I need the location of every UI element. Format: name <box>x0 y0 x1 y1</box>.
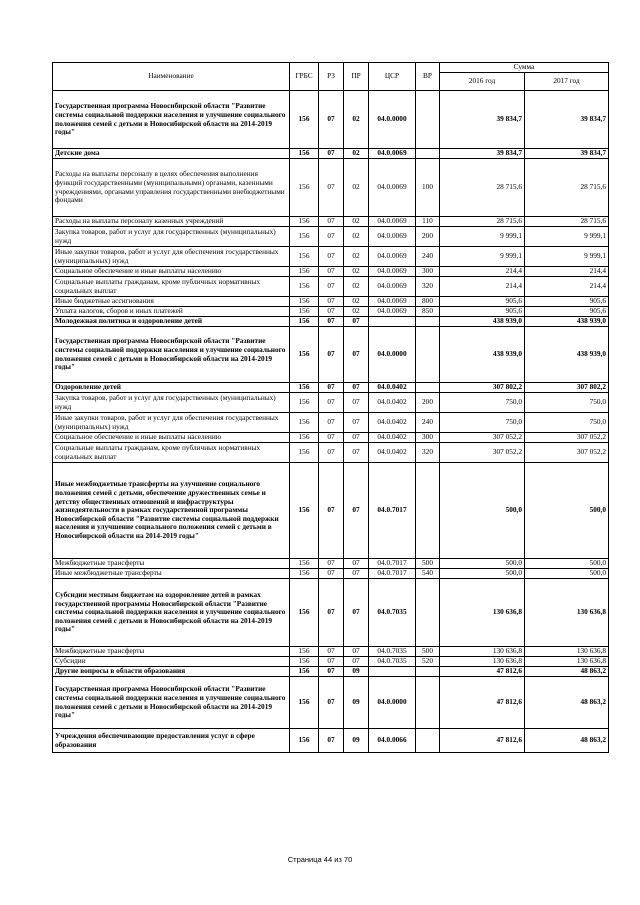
cell-rz: 07 <box>319 217 344 227</box>
cell-grbs: 156 <box>290 647 319 657</box>
cell-grbs: 156 <box>290 383 319 393</box>
cell-pr: 07 <box>344 443 369 463</box>
cell-csr: 04.0.0069 <box>369 217 416 227</box>
cell-name: Расходы на выплаты персоналу казенных учреждений <box>53 217 290 227</box>
cell-csr: 04.0.0069 <box>369 247 416 267</box>
table-row <box>53 297 609 307</box>
cell-s2016: 9 999,1 <box>440 227 525 247</box>
cell-grbs: 156 <box>290 227 319 247</box>
cell-s2017: 39 834,7 <box>525 91 609 149</box>
table-row <box>53 307 609 317</box>
cell-s2016: 905,6 <box>440 307 525 317</box>
cell-rz: 07 <box>319 327 344 383</box>
cell-name: Государственная программа Новосибирской области "Развитие системы социальной поддержки населения и улучшение социального положения семей с детьми в Новосибирской области на 2014-2019 годы" <box>53 677 290 729</box>
table-row <box>53 569 609 579</box>
cell-s2016: 47 812,6 <box>440 667 525 677</box>
cell-rz: 07 <box>319 247 344 267</box>
cell-vr: 500 <box>416 647 440 657</box>
cell-s2017: 905,6 <box>525 307 609 317</box>
table-row <box>53 647 609 657</box>
cell-pr: 02 <box>344 247 369 267</box>
cell-name: Межбюджетные трансферты <box>53 647 290 657</box>
cell-s2017: 438 939,0 <box>525 327 609 383</box>
table-row <box>53 267 609 277</box>
cell-grbs: 156 <box>290 327 319 383</box>
cell-grbs: 156 <box>290 307 319 317</box>
cell-pr: 07 <box>344 433 369 443</box>
cell-s2016: 9 999,1 <box>440 247 525 267</box>
cell-pr: 07 <box>344 327 369 383</box>
cell-pr: 09 <box>344 677 369 729</box>
cell-csr: 04.0.0402 <box>369 383 416 393</box>
cell-vr <box>416 149 440 159</box>
cell-grbs: 156 <box>290 277 319 297</box>
cell-s2017: 48 863,2 <box>525 667 609 677</box>
cell-rz: 07 <box>319 677 344 729</box>
cell-s2017: 307 052,2 <box>525 433 609 443</box>
cell-vr: 200 <box>416 393 440 413</box>
cell-rz: 07 <box>319 159 344 217</box>
cell-vr: 240 <box>416 413 440 433</box>
cell-name: Социальное обеспечение и иные выплаты населению <box>53 433 290 443</box>
cell-rz: 07 <box>319 569 344 579</box>
cell-rz: 07 <box>319 657 344 667</box>
cell-rz: 07 <box>319 413 344 433</box>
cell-grbs: 156 <box>290 413 319 433</box>
cell-name: Учреждения обеспечивающие предоставления услуг в сфере образования <box>53 729 290 753</box>
cell-grbs: 156 <box>290 677 319 729</box>
cell-csr: 04.0.0402 <box>369 413 416 433</box>
cell-vr <box>416 677 440 729</box>
cell-csr: 04.0.7017 <box>369 559 416 569</box>
cell-name: Другие вопросы в области образования <box>53 667 290 677</box>
cell-s2016: 307 802,2 <box>440 383 525 393</box>
cell-grbs: 156 <box>290 247 319 267</box>
cell-s2016: 500,0 <box>440 569 525 579</box>
cell-grbs: 156 <box>290 91 319 149</box>
cell-vr <box>416 463 440 559</box>
cell-s2016: 28 715,6 <box>440 159 525 217</box>
cell-grbs: 156 <box>290 579 319 647</box>
cell-s2017: 905,6 <box>525 297 609 307</box>
table-row <box>53 433 609 443</box>
cell-grbs: 156 <box>290 393 319 413</box>
cell-rz: 07 <box>319 559 344 569</box>
cell-name: Иные бюджетные ассигнования <box>53 297 290 307</box>
header-2017: 2017 год <box>525 73 609 91</box>
cell-s2016: 500,0 <box>440 463 525 559</box>
cell-csr: 04.0.0069 <box>369 267 416 277</box>
cell-pr: 07 <box>344 647 369 657</box>
cell-s2016: 130 636,8 <box>440 657 525 667</box>
cell-vr: 300 <box>416 267 440 277</box>
cell-pr: 07 <box>344 463 369 559</box>
cell-rz: 07 <box>319 443 344 463</box>
cell-rz: 07 <box>319 667 344 677</box>
cell-grbs: 156 <box>290 159 319 217</box>
cell-csr: 04.0.0069 <box>369 277 416 297</box>
cell-s2016: 130 636,8 <box>440 579 525 647</box>
cell-name: Уплата налогов, сборов и иных платежей <box>53 307 290 317</box>
cell-name: Закупка товаров, работ и услуг для государственных (муниципальных) нужд <box>53 227 290 247</box>
cell-pr: 07 <box>344 657 369 667</box>
table-row <box>53 383 609 393</box>
header-csr: ЦСР <box>369 63 416 91</box>
cell-pr: 09 <box>344 667 369 677</box>
cell-rz: 07 <box>319 729 344 753</box>
cell-pr: 09 <box>344 729 369 753</box>
cell-s2016: 47 812,6 <box>440 677 525 729</box>
cell-grbs: 156 <box>290 317 319 327</box>
cell-grbs: 156 <box>290 149 319 159</box>
cell-vr: 300 <box>416 433 440 443</box>
cell-rz: 07 <box>319 393 344 413</box>
table-row <box>53 217 609 227</box>
cell-csr <box>369 317 416 327</box>
cell-pr: 02 <box>344 267 369 277</box>
table-row <box>53 91 609 149</box>
cell-csr: 04.0.0402 <box>369 433 416 443</box>
cell-rz: 07 <box>319 317 344 327</box>
cell-s2017: 9 999,1 <box>525 247 609 267</box>
cell-rz: 07 <box>319 647 344 657</box>
header-2016: 2016 год <box>440 73 525 91</box>
header-rz: РЗ <box>319 63 344 91</box>
cell-vr: 240 <box>416 247 440 267</box>
cell-vr: 200 <box>416 227 440 247</box>
cell-csr: 04.0.0069 <box>369 307 416 317</box>
table-row <box>53 443 609 463</box>
cell-s2017: 48 863,2 <box>525 729 609 753</box>
cell-grbs: 156 <box>290 463 319 559</box>
table-row <box>53 277 609 297</box>
cell-s2016: 47 812,6 <box>440 729 525 753</box>
cell-name: Социальные выплаты гражданам, кроме публичных нормативных социальных выплат <box>53 443 290 463</box>
cell-s2016: 214,4 <box>440 277 525 297</box>
cell-vr: 110 <box>416 217 440 227</box>
cell-s2017: 130 636,8 <box>525 579 609 647</box>
cell-pr: 02 <box>344 297 369 307</box>
cell-vr <box>416 729 440 753</box>
cell-csr: 04.0.0000 <box>369 677 416 729</box>
cell-s2016: 307 052,2 <box>440 433 525 443</box>
cell-vr: 800 <box>416 297 440 307</box>
table-row <box>53 327 609 383</box>
table-row <box>53 317 609 327</box>
cell-name: Расходы на выплаты персоналу в целях обеспечения выполнения функций государственными (муниципальными) органами, казенными учреждениями, органами управления государственными внебюджетными фондами <box>53 159 290 217</box>
cell-s2016: 438 939,0 <box>440 327 525 383</box>
cell-grbs: 156 <box>290 569 319 579</box>
cell-s2016: 28 715,6 <box>440 217 525 227</box>
cell-name: Государственная программа Новосибирской области "Развитие системы социальной поддержки населения и улучшение социального положения семей с детьми в Новосибирской области на 2014-2019 годы" <box>53 91 290 149</box>
cell-name: Иные межбюджетные трансферты на улучшение социального положения семей с детьми, обеспечение дружественных семье и детству общественных отношений и инфраструктуры жизнедеятельности в рамках государственной программы Новосибирской области "Развитие системы социальной поддержки населения и улучшение социального положения семей с детьми в Новосибирской области на 2014-2019 годы" <box>53 463 290 559</box>
cell-s2017: 500,0 <box>525 569 609 579</box>
page-number: Страница 44 из 70 <box>287 855 353 864</box>
cell-s2016: 130 636,8 <box>440 647 525 657</box>
cell-vr <box>416 317 440 327</box>
cell-csr: 04.0.0402 <box>369 393 416 413</box>
cell-grbs: 156 <box>290 433 319 443</box>
cell-s2017: 750,0 <box>525 413 609 433</box>
cell-pr: 02 <box>344 91 369 149</box>
cell-rz: 07 <box>319 307 344 317</box>
cell-csr: 04.0.0069 <box>369 159 416 217</box>
header-sum: Сумма <box>440 63 609 73</box>
cell-csr: 04.0.0069 <box>369 297 416 307</box>
cell-csr: 04.0.7035 <box>369 657 416 667</box>
cell-pr: 07 <box>344 559 369 569</box>
cell-pr: 02 <box>344 149 369 159</box>
cell-pr: 02 <box>344 227 369 247</box>
cell-name: Иные закупки товаров, работ и услуг для обеспечения государственных (муниципальных) нужд <box>53 413 290 433</box>
cell-s2016: 307 052,2 <box>440 443 525 463</box>
cell-s2016: 39 834,7 <box>440 91 525 149</box>
cell-s2017: 214,4 <box>525 267 609 277</box>
cell-rz: 07 <box>319 227 344 247</box>
table-row <box>53 247 609 267</box>
cell-vr: 100 <box>416 159 440 217</box>
cell-s2016: 214,4 <box>440 267 525 277</box>
cell-csr: 04.0.7017 <box>369 463 416 559</box>
cell-grbs: 156 <box>290 267 319 277</box>
cell-rz: 07 <box>319 297 344 307</box>
cell-s2016: 438 939,0 <box>440 317 525 327</box>
cell-s2016: 39 834,7 <box>440 149 525 159</box>
header-name: Наименование <box>53 63 290 91</box>
cell-pr: 07 <box>344 569 369 579</box>
cell-vr <box>416 327 440 383</box>
cell-s2016: 750,0 <box>440 413 525 433</box>
table-header <box>53 63 609 91</box>
cell-vr <box>416 579 440 647</box>
cell-pr: 07 <box>344 413 369 433</box>
table-row <box>53 413 609 433</box>
cell-grbs: 156 <box>290 217 319 227</box>
table-row <box>53 149 609 159</box>
header-pr: ПР <box>344 63 369 91</box>
table-row <box>53 393 609 413</box>
cell-name: Субсидии местным бюджетам на оздоровление детей в рамках государственной программы Новосибирской области "Развитие системы социальной поддержки населения и улучшение социального положения семей с детьми в Новосибирской области на 2014-2019 годы" <box>53 579 290 647</box>
cell-s2017: 500,0 <box>525 559 609 569</box>
cell-grbs: 156 <box>290 297 319 307</box>
cell-vr: 320 <box>416 443 440 463</box>
cell-s2017: 28 715,6 <box>525 217 609 227</box>
cell-vr <box>416 383 440 393</box>
cell-pr: 02 <box>344 307 369 317</box>
cell-vr <box>416 91 440 149</box>
cell-vr: 320 <box>416 277 440 297</box>
cell-s2017: 750,0 <box>525 393 609 413</box>
cell-name: Субсидии <box>53 657 290 667</box>
table-row <box>53 667 609 677</box>
cell-s2016: 905,6 <box>440 297 525 307</box>
cell-name: Иные межбюджетные трансферты <box>53 569 290 579</box>
cell-vr: 500 <box>416 559 440 569</box>
cell-s2017: 39 834,7 <box>525 149 609 159</box>
cell-name: Детские дома <box>53 149 290 159</box>
cell-csr <box>369 667 416 677</box>
cell-grbs: 156 <box>290 559 319 569</box>
cell-pr: 02 <box>344 277 369 297</box>
cell-csr: 04.0.0069 <box>369 149 416 159</box>
cell-vr <box>416 667 440 677</box>
cell-rz: 07 <box>319 149 344 159</box>
cell-csr: 04.0.0402 <box>369 443 416 463</box>
table-row <box>53 463 609 559</box>
cell-s2017: 9 999,1 <box>525 227 609 247</box>
cell-s2017: 48 863,2 <box>525 677 609 729</box>
cell-pr: 07 <box>344 383 369 393</box>
cell-grbs: 156 <box>290 729 319 753</box>
cell-s2017: 28 715,6 <box>525 159 609 217</box>
cell-pr: 07 <box>344 317 369 327</box>
cell-rz: 07 <box>319 91 344 149</box>
table-row <box>53 559 609 569</box>
cell-grbs: 156 <box>290 443 319 463</box>
cell-s2017: 214,4 <box>525 277 609 297</box>
cell-csr: 04.0.0000 <box>369 327 416 383</box>
cell-s2017: 307 802,2 <box>525 383 609 393</box>
cell-name: Государственная программа Новосибирской области "Развитие системы социальной поддержки населения и улучшение социального положения семей с детьми в Новосибирской области на 2014-2019 годы" <box>53 327 290 383</box>
cell-grbs: 156 <box>290 657 319 667</box>
cell-name: Социальное обеспечение и иные выплаты населению <box>53 267 290 277</box>
cell-grbs: 156 <box>290 667 319 677</box>
cell-s2016: 500,0 <box>440 559 525 569</box>
cell-s2017: 438 939,0 <box>525 317 609 327</box>
cell-csr: 04.0.0066 <box>369 729 416 753</box>
cell-rz: 07 <box>319 277 344 297</box>
table-row <box>53 677 609 729</box>
cell-vr: 520 <box>416 657 440 667</box>
cell-csr: 04.0.7017 <box>369 569 416 579</box>
cell-vr: 850 <box>416 307 440 317</box>
cell-rz: 07 <box>319 463 344 559</box>
cell-s2017: 307 052,2 <box>525 443 609 463</box>
cell-csr: 04.0.0069 <box>369 227 416 247</box>
cell-name: Молодежная политика и оздоровление детей <box>53 317 290 327</box>
table-row <box>53 729 609 753</box>
cell-csr: 04.0.7035 <box>369 647 416 657</box>
cell-pr: 02 <box>344 217 369 227</box>
cell-s2017: 500,0 <box>525 463 609 559</box>
cell-pr: 07 <box>344 393 369 413</box>
cell-rz: 07 <box>319 579 344 647</box>
table-row <box>53 227 609 247</box>
cell-name: Оздоровление детей <box>53 383 290 393</box>
table-body <box>53 91 609 753</box>
cell-rz: 07 <box>319 433 344 443</box>
cell-pr: 07 <box>344 579 369 647</box>
cell-csr: 04.0.7035 <box>369 579 416 647</box>
table-row <box>53 657 609 667</box>
cell-name: Межбюджетные трансферты <box>53 559 290 569</box>
header-vr: ВР <box>416 63 440 91</box>
table-row <box>53 159 609 217</box>
cell-name: Социальные выплаты гражданам, кроме публичных нормативных социальных выплат <box>53 277 290 297</box>
cell-name: Иные закупки товаров, работ и услуг для обеспечения государственных (муниципальных) нужд <box>53 247 290 267</box>
cell-rz: 07 <box>319 383 344 393</box>
budget-table <box>52 62 609 753</box>
cell-s2017: 130 636,8 <box>525 657 609 667</box>
cell-vr: 540 <box>416 569 440 579</box>
cell-s2017: 130 636,8 <box>525 647 609 657</box>
header-grbs: ГРБС <box>290 63 319 91</box>
cell-rz: 07 <box>319 267 344 277</box>
cell-name: Закупка товаров, работ и услуг для государственных (муниципальных) нужд <box>53 393 290 413</box>
table-row <box>53 579 609 647</box>
cell-s2016: 750,0 <box>440 393 525 413</box>
cell-pr: 02 <box>344 159 369 217</box>
cell-csr: 04.0.0000 <box>369 91 416 149</box>
